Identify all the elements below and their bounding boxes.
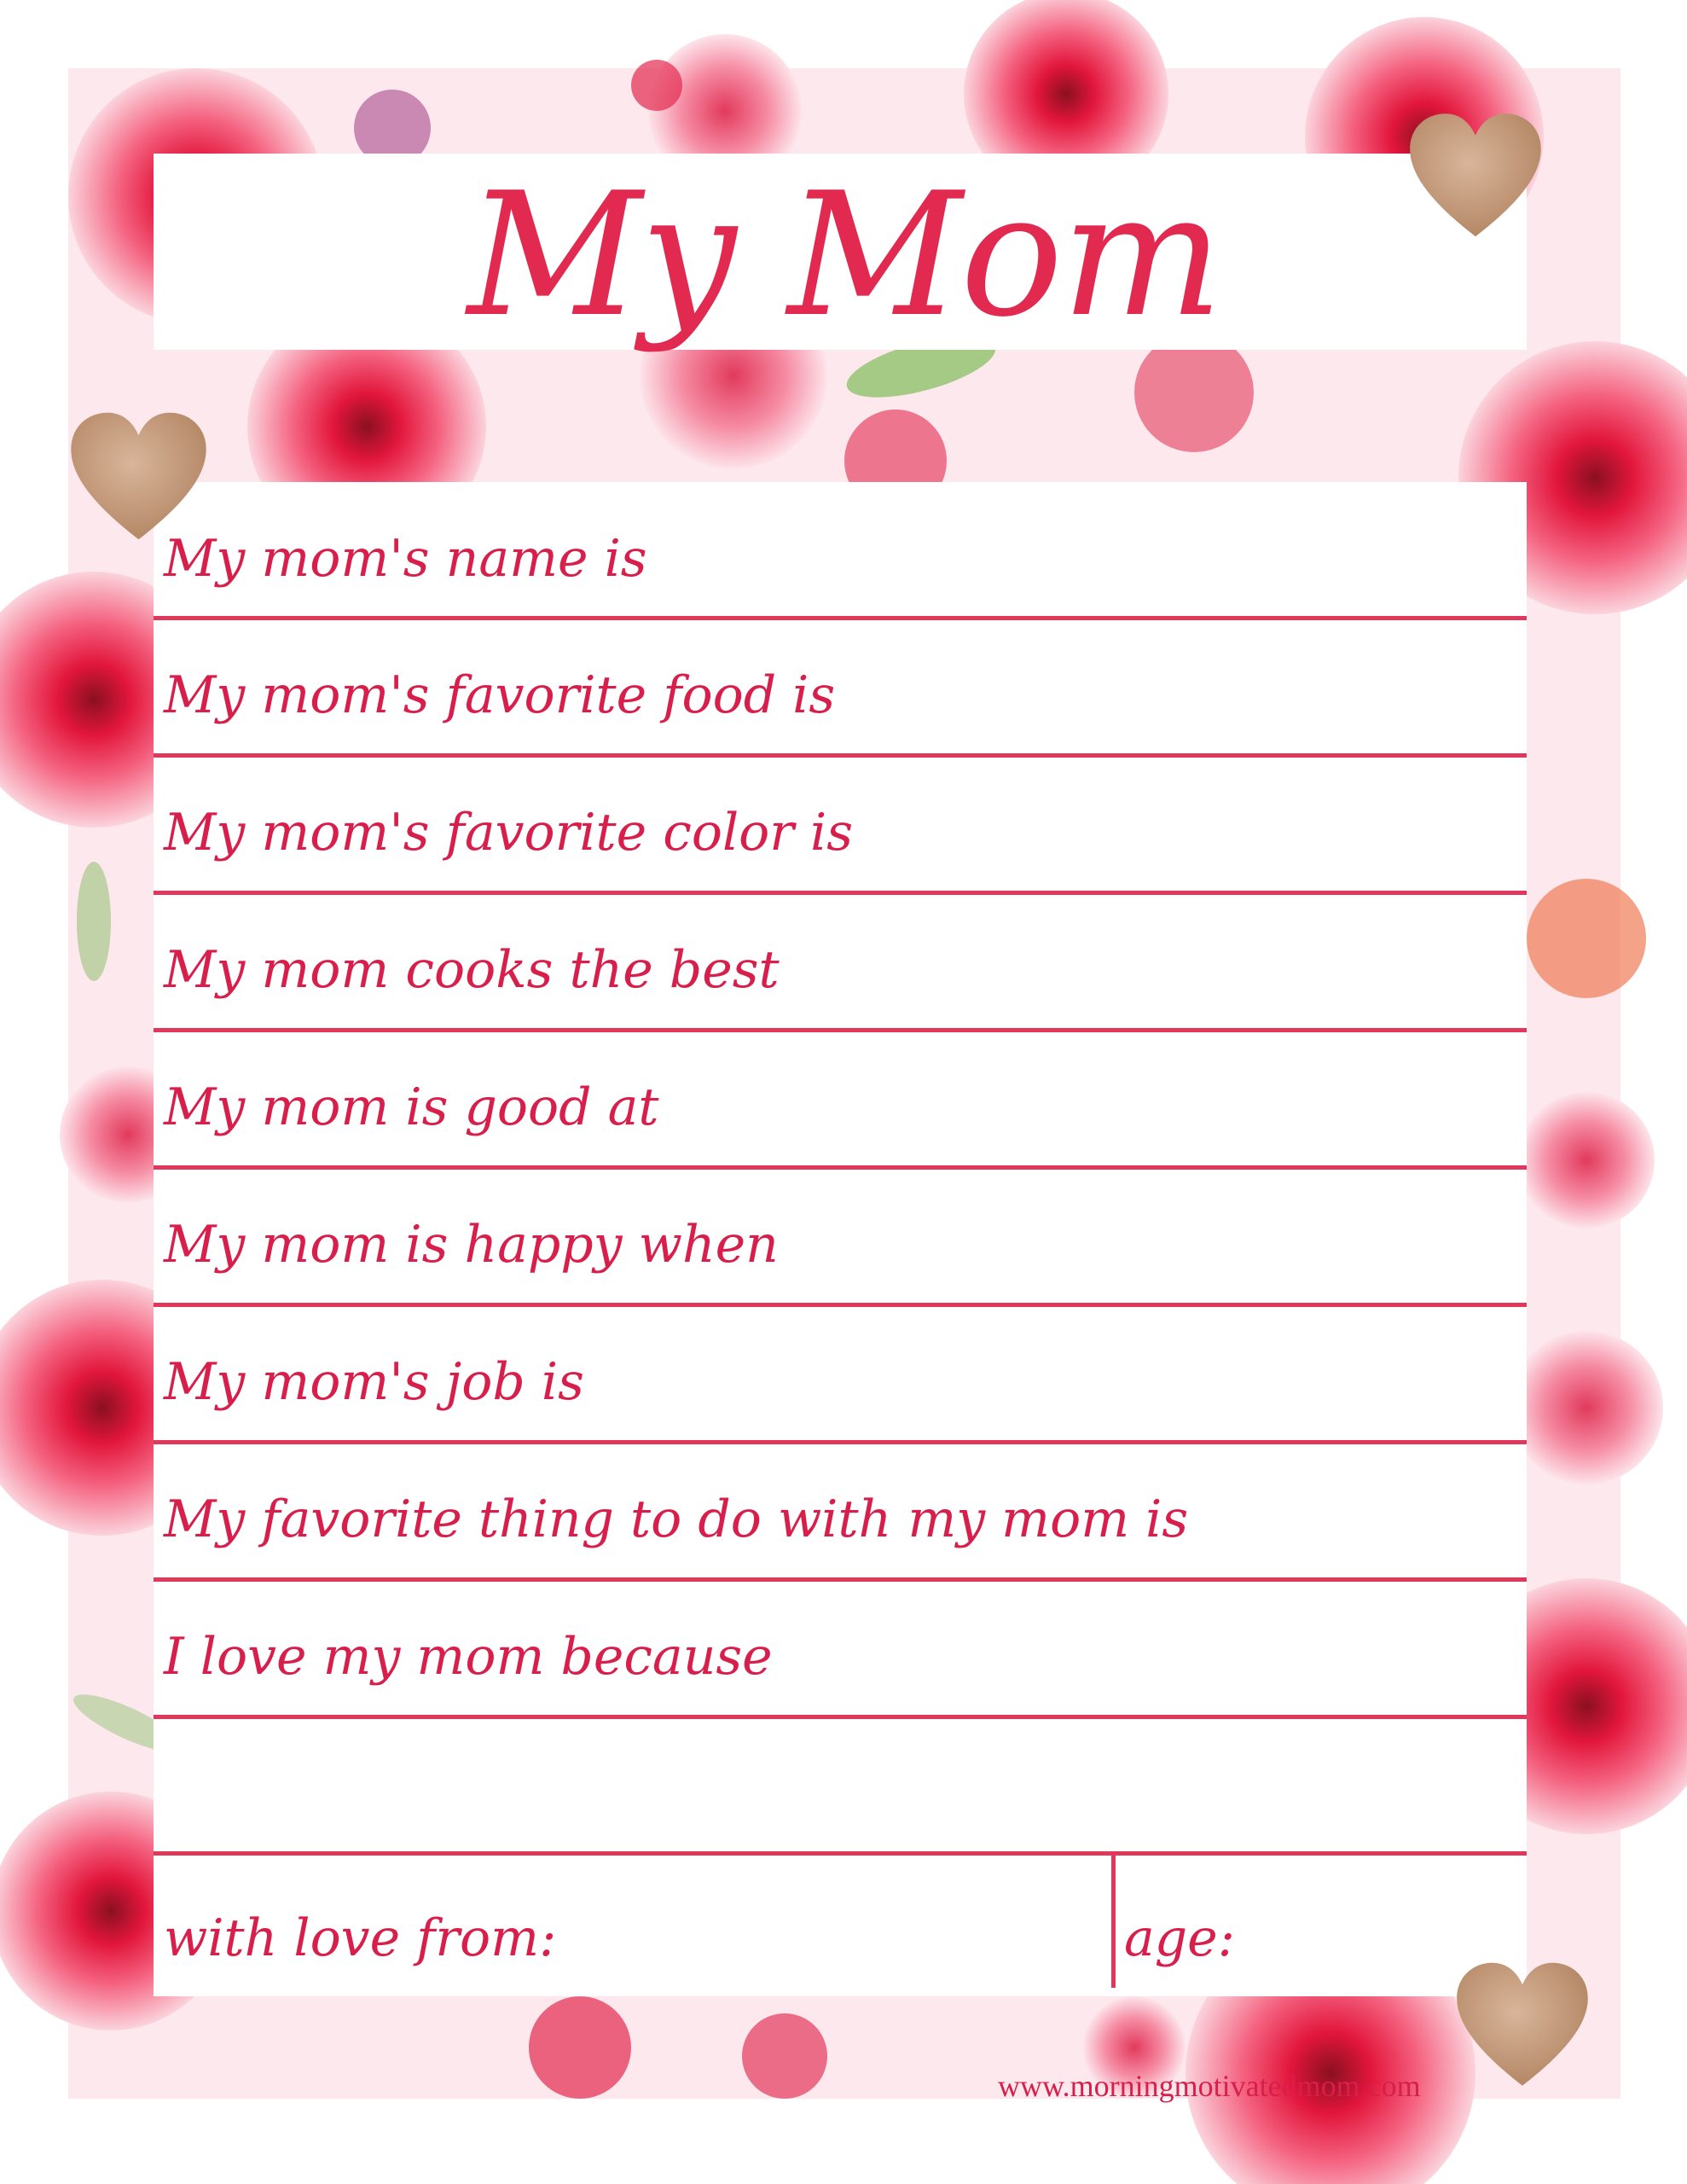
writing-line[interactable] <box>154 1577 1527 1582</box>
rose-flower <box>742 2013 827 2099</box>
rose-flower <box>1527 879 1646 998</box>
website-link[interactable]: www.morningmotivatedmom.com <box>998 2069 1421 2103</box>
prompt-love-because: I love my mom because <box>164 1627 773 1687</box>
writing-line[interactable] <box>154 891 1527 895</box>
from-label: with love from: <box>164 1908 557 1968</box>
writing-line[interactable] <box>154 1851 1527 1856</box>
prompt-favorite-food: My mom's favorite food is <box>164 665 836 725</box>
prompt-good-at: My mom is good at <box>164 1077 659 1137</box>
writing-line[interactable] <box>154 753 1527 758</box>
prompt-happy-when: My mom is happy when <box>164 1215 779 1275</box>
writing-line[interactable] <box>154 1440 1527 1444</box>
rose-flower <box>631 60 682 111</box>
writing-line[interactable] <box>154 1303 1527 1307</box>
prompt-favorite-thing: My favorite thing to do with my mom is <box>164 1490 1189 1549</box>
prompt-job: My mom's job is <box>164 1352 584 1412</box>
writing-line[interactable] <box>154 616 1527 620</box>
page-title: My Mom <box>467 156 1222 355</box>
leaf <box>77 862 111 981</box>
rose-flower <box>1518 1092 1655 1228</box>
writing-line[interactable] <box>154 1165 1527 1170</box>
writing-line[interactable] <box>154 1028 1527 1032</box>
age-label: age: <box>1124 1908 1235 1968</box>
writing-line[interactable] <box>154 1715 1527 1719</box>
prompt-name: My mom's name is <box>164 529 647 589</box>
age-divider <box>1111 1856 1116 1988</box>
rose-flower <box>1510 1331 1663 1484</box>
prompt-favorite-color: My mom's favorite color is <box>164 803 854 863</box>
rose-flower <box>529 1996 631 2099</box>
prompt-cooks-best: My mom cooks the best <box>164 940 780 1000</box>
